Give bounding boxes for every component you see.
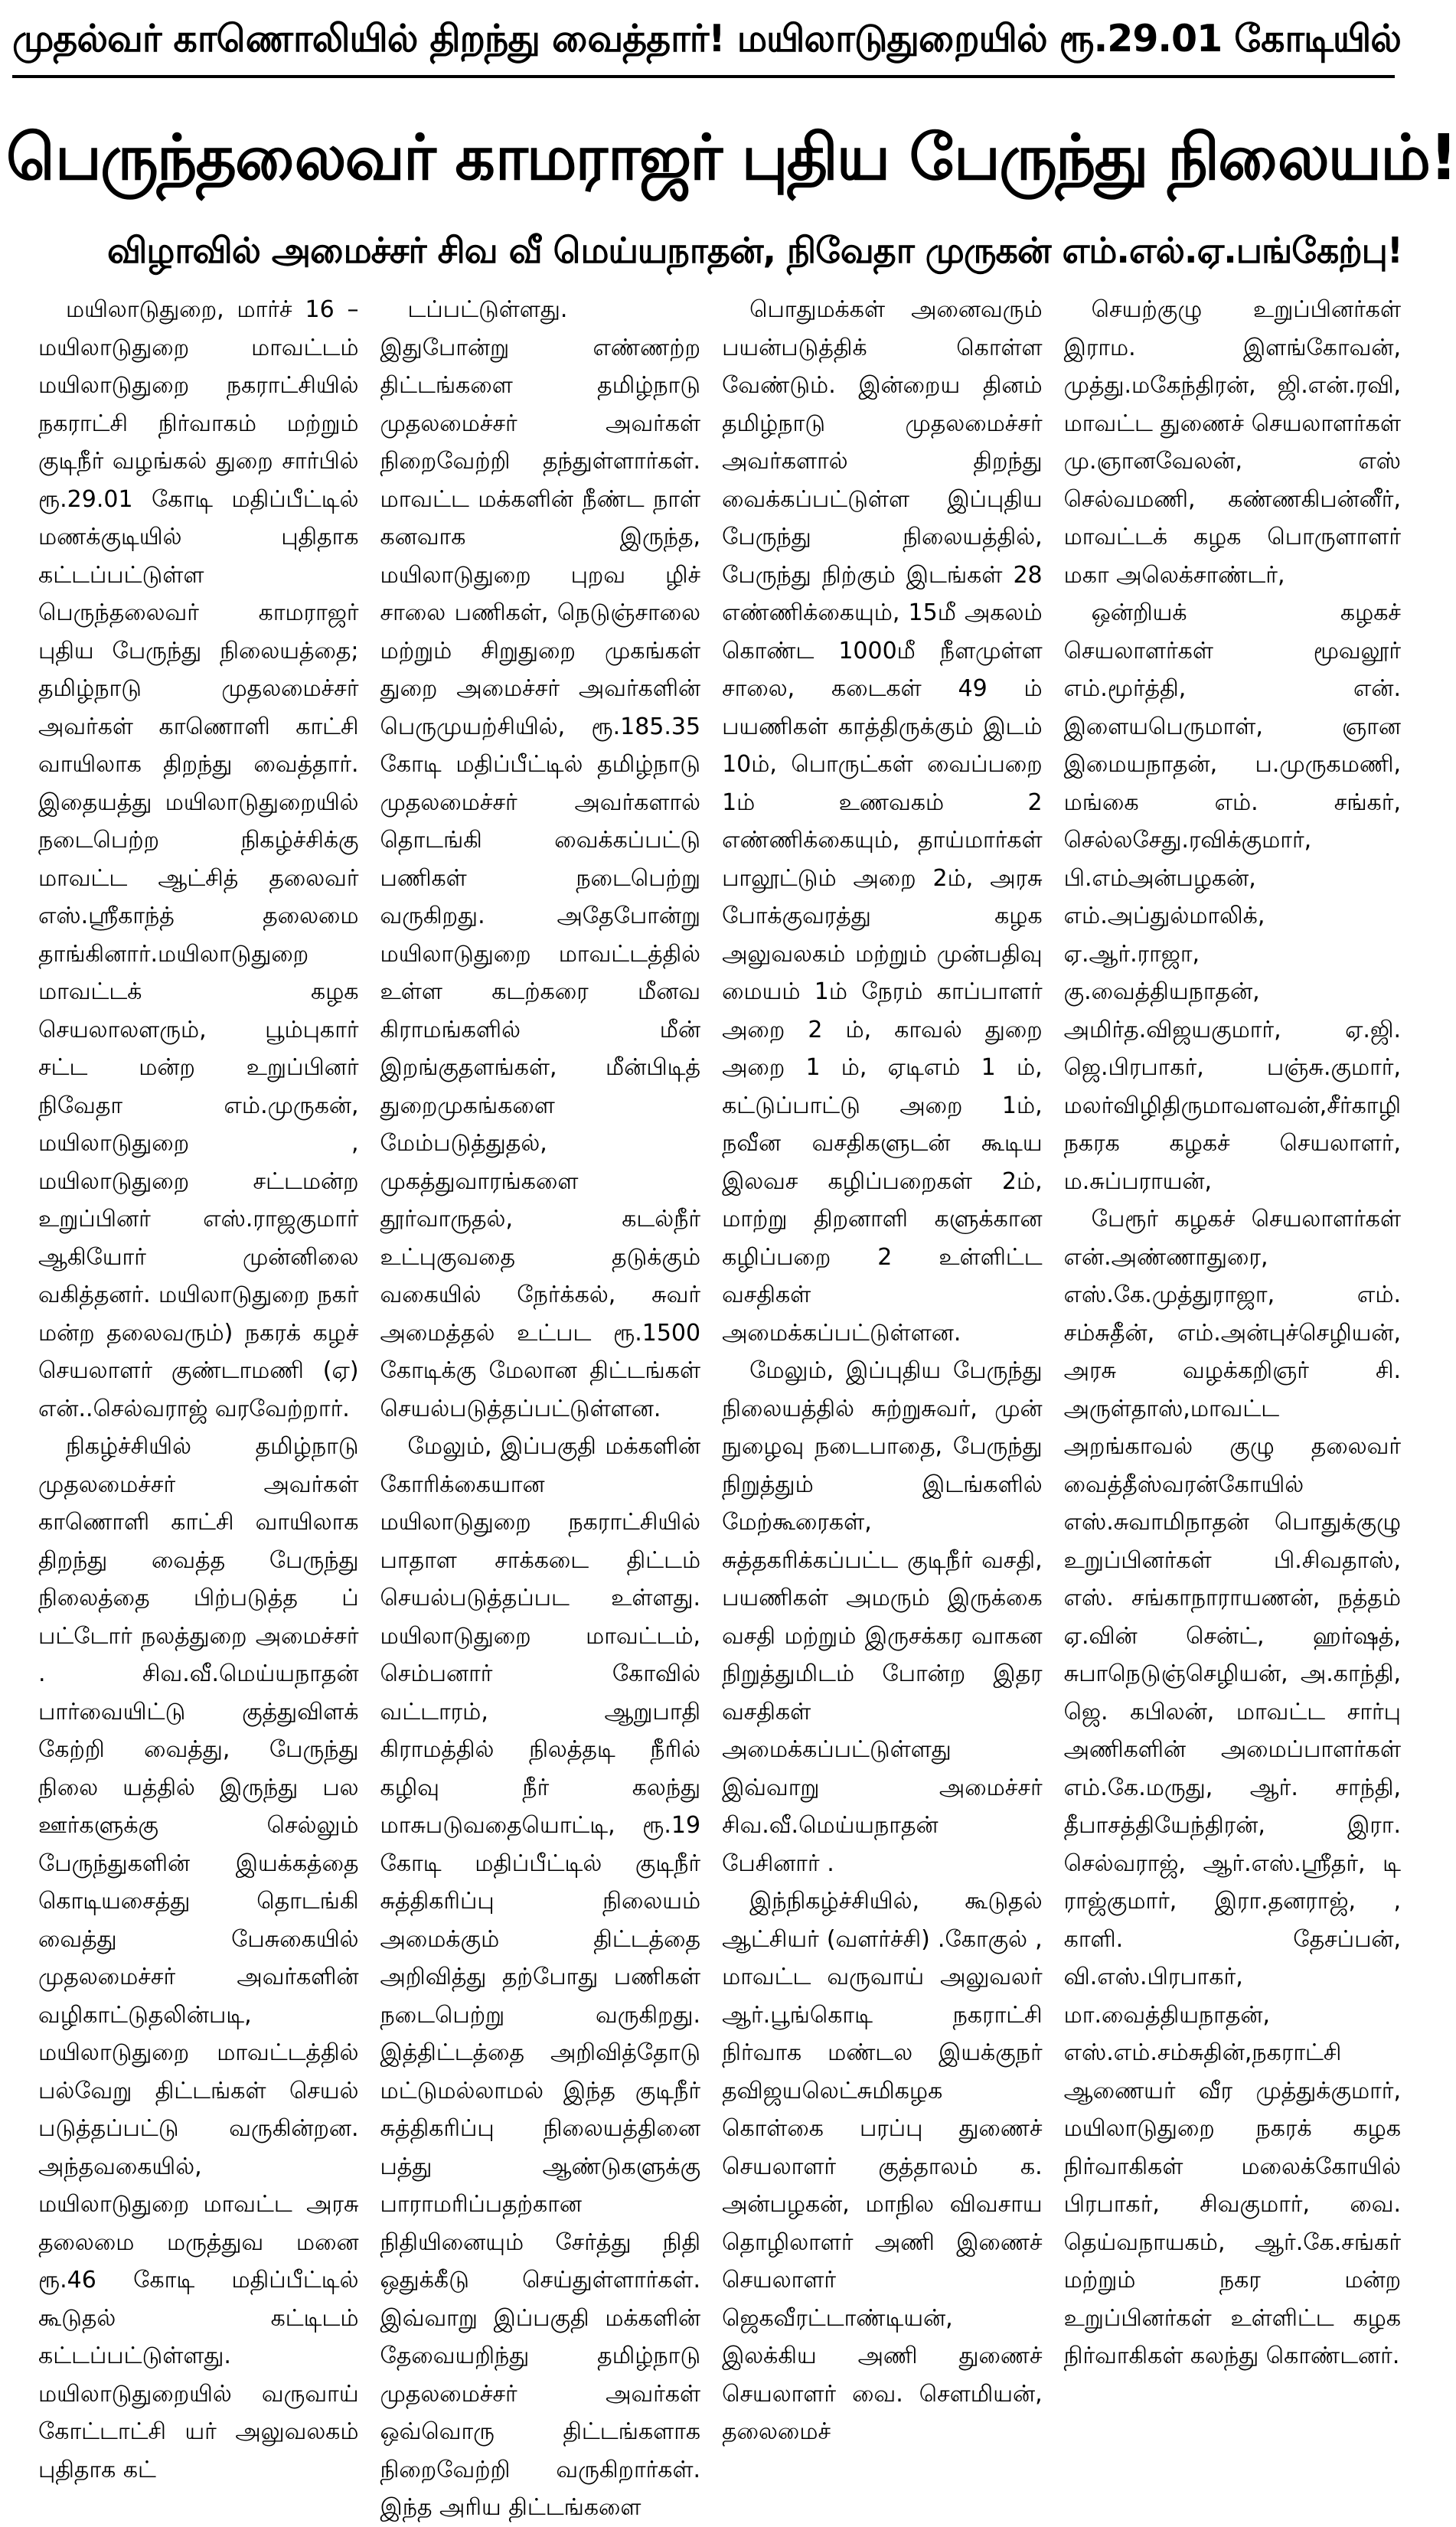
column-2-paragraph-2: மேலும், இப்பகுதி மக்களின் கோரிக்கையான மயிலாடுதுறை நகராட்சியில் பாதாள சாக்கடை திட்டம் செயல்படுத்தப்பட உள்ளது. மயிலாடுதுறை மாவட்டம், செம்பனார் கோவில் வட்டாரம், ஆறுபாதி கிராமத்தில் நிலத்தடி நீரில் கழிவு நீர் கலந்து மாசுபடுவதையொட்டி, ரூ.19 கோடி மதிப்பீட்டில் குடிநீர் சுத்திகரிப்பு நிலையம் அமைக்கும் திட்டத்தை அறிவித்து தற்போது பணிகள் நடைபெற்று வருகிறது. இத்திட்டத்தை அறிவித்தோடு மட்டுமல்லாமல் இந்த குடிநீர் சுத்திகரிப்பு நிலையத்தினை பத்து ஆண்டுகளுக்கு பாராமரிப்பதற்கான நிதியினையும் சேர்த்து நிதி ஒதுக்கீடு செய்துள்ளார்கள். இவ்வாறு இப்பகுதி மக்களின் தேவையறிந்து தமிழ்நாடு முதலமைச்சர் அவர்கள் ஒவ்வொரு திட்டங்களாக நிறைவேற்றி வருகிறார்கள். இந்த அரிய திட்டங்களை	[380, 1433, 701, 2521]
column-4-paragraph-3: பேரூர் கழகச் செயலாளர்கள் என்.அண்ணாதுரை, எஸ்.கே.முத்துராஜா, எம். சம்சுதீன், எம்.அன்புச்செழியன், அரசு வழக்கறிஞர் சி. அருள்தாஸ்,மாவட்ட அறங்காவல் குழு தலைவர் வைத்தீஸ்வரன்கோயில் எஸ்.சுவாமிநாதன் பொதுக்குழு உறுப்பினர்கள் பி.சிவதாஸ், எஸ். சங்காநாராயணன், நத்தம் ஏ.வின் சென்ட், ஹர்ஷத், சுபாநெடுஞ்செழியன், அ.காந்தி, ஜெ. கபிலன், மாவட்ட சார்பு அணிகளின் அமைப்பாளர்கள் எம்.கே.மருது, ஆர். சாந்தி, தீபாசத்தியேந்திரன், இரா. செல்வராஜ், ஆர்.எஸ்.ஸ்ரீதர், டி ராஜ்குமார், இரா.தனராஜ், , காளி. தேசப்பன், வி.எஸ்.பிரபாகர், மா.வைத்தியநாதன், எஸ்.எம்.சம்சுதின்,நகராட்சி ஆணையர் வீர முத்துக்குமார், மயிலாடுதுறை நகரக் கழக நிர்வாகிகள் மலைக்கோயில் பிரபாகர், சிவகுமார், வை. தெய்வநாயகம், ஆர்.கே.சங்கர் மற்றும் நகர மன்ற உறுப்பினர்கள் உள்ளிட்ட கழக நிர்வாகிகள் கலந்து கொண்டனர்.	[1063, 1206, 1402, 2369]
subheadline: விழாவில் அமைச்சர் சிவ வீ மெய்யநாதன், நிவேதா முருகன் எம்.எல்.ஏ.பங்கேற்பு!	[107, 230, 1402, 271]
article-body	[38, 291, 1402, 2521]
article-column-3	[722, 291, 1043, 2445]
column-3-paragraph-1: பொதுமக்கள் அனைவரும் பயன்படுத்திக் கொள்ள வேண்டும். இன்றைய தினம் தமிழ்நாடு முதலமைச்சர் அவர்களால் திறந்து வைக்கப்பட்டுள்ள இப்புதிய பேருந்து நிலையத்தில், பேருந்து நிற்கும் இடங்கள் 28 எண்ணிக்கையும், 15மீ அகலம் கொண்ட 1000மீ நீளமுள்ள சாலை, கடைகள் 49 ம் பயணிகள் காத்திருக்கும் இடம் 10ம், பொருட்கள் வைப்பறை 1ம் உணவகம் 2 எண்ணிக்கையும், தாய்மார்கள் பாலூட்டும் அறை 2ம், அரசு போக்குவரத்து கழக அலுவலகம் மற்றும் முன்பதிவு மையம் 1ம் நேரம் காப்பாளர் அறை 2 ம், காவல் துறை அறை 1 ம், ஏடிஎம் 1 ம், கட்டுப்பாட்டு அறை 1ம், நவீன வசதிகளுடன் கூடிய இலவச கழிப்பறைகள் 2ம், மாற்று திறனாளி களுக்கான கழிப்பறை 2 உள்ளிட்ட வசதிகள் அமைக்கப்பட்டுள்ளன.	[722, 296, 1043, 1347]
column-3-paragraph-3: இந்நிகழ்ச்சியில், கூடுதல் ஆட்சியர் (வளர்ச்சி) .கோகுல் , மாவட்ட வருவாய் அலுவலர் ஆர்.பூங்கொடி நகராட்சி நிர்வாக மண்டல இயக்குநர் தவிஜயலெட்சுமிகழக கொள்கை பரப்பு துணைச் செயலாளர் குத்தாலம் க. அன்பழகன், மாநில விவசாய தொழிலாளர் அணி இணைச் செயலாளர் ஜெகவீரட்டாண்டியன், இலக்கிய அணி துணைச் செயலாளர் வை. சௌமியன், தலைமைச்	[722, 1888, 1043, 2445]
column-2-paragraph-1: டப்பட்டுள்ளது. இதுபோன்று எண்ணற்ற திட்டங்களை தமிழ்நாடு முதலமைச்சர் அவர்கள் நிறைவேற்றி தந்துள்ளார்கள். மாவட்ட மக்களின் நீண்ட நாள் கனவாக இருந்த, மயிலாடுதுறை புறவ ழிச் சாலை பணிகள், நெடுஞ்சாலை மற்றும் சிறுதுறை முகங்கள் துறை அமைச்சர் அவர்களின் பெருமுயற்சியில், ரூ.185.35 கோடி மதிப்பீட்டில் தமிழ்நாடு முதலமைச்சர் அவர்களால் தொடங்கி வைக்கப்பட்டு பணிகள் நடைபெற்று வருகிறது. அதேபோன்று மயிலாடுதுறை மாவட்டத்தில் உள்ள கடற்கரை மீனவ கிராமங்களில் மீன் இறங்குதளங்கள், மீன்பிடித் துறைமுகங்களை மேம்படுத்துதல், முகத்துவாரங்களை தூர்வாருதல், கடல்நீர் உட்புகுவதை தடுக்கும் வகையில் நேர்க்கல், சுவர் அமைத்தல் உட்பட ரூ.1500 கோடிக்கு மேலான திட்டங்கள் செயல்படுத்தப்பட்டுள்ளன.	[380, 296, 701, 1422]
kicker-line: முதல்வர் காணொலியில் திறந்து வைத்தார்! மயிலாடுதுறையில் ரூ.29.01 கோடியில்	[12, 17, 1401, 60]
article-column-2	[380, 291, 701, 2521]
column-1-paragraph-1: மயிலாடுதுறை, மார்ச் 16 – மயிலாடுதுறை மாவட்டம் மயிலாடுதுறை நகராட்சியில் நகராட்சி நிர்வாகம் மற்றும் குடிநீர் வழங்கல் துறை சார்பில் ரூ.29.01 கோடி மதிப்பீட்டில் மணக்குடியில் புதிதாக கட்டப்பட்டுள்ள பெருந்தலைவர் காமராஜர் புதிய பேருந்து நிலையத்தை; தமிழ்நாடு முதலமைச்சர் அவர்கள் காணொளி காட்சி வாயிலாக திறந்து வைத்தார். இதையத்து மயிலாடுதுறையில் நடைபெற்ற நிகழ்ச்சிக்கு மாவட்ட ஆட்சித் தலைவர் எஸ்.ஸ்ரீகாந்த் தலைமை தாங்கினார்.மயிலாடுதுறை மாவட்டக் கழக செயலாலளரும், பூம்புகார் சட்ட மன்ற உறுப்பினர் நிவேதா எம்.முருகன், மயிலாடுதுறை , மயிலாடுதுறை சட்டமன்ற உறுப்பினர் எஸ்.ராஜகுமார் ஆகியோர் முன்னிலை வகித்தனர். மயிலாடுதுறை நகர் மன்ற தலைவரும்) நகரக் கழச் செயலாளர் குண்டாமணி (ஏ) என்..செல்வராஜ் வரவேற்றார்.	[38, 296, 359, 1422]
column-1-paragraph-2: நிகழ்ச்சியில் தமிழ்நாடு முதலமைச்சர் அவர்கள் காணொளி காட்சி வாயிலாக திறந்து வைத்த பேருந்து நிலைத்தை பிற்படுத்த ப் பட்டோர் நலத்துறை அமைச்சர் . சிவ.வீ.மெய்யநாதன் பார்வையிட்டு குத்துவிளக் கேற்றி வைத்து, பேருந்து நிலை யத்தில் இருந்து பல ஊர்களுக்கு செல்லும் பேருந்துகளின் இயக்கத்தை கொடியசைத்து தொடங்கி வைத்து பேசுகையில் முதலமைச்சர் அவர்களின் வழிகாட்டுதலின்படி, மயிலாடுதுறை மாவட்டத்தில் பல்வேறு திட்டங்கள் செயல் படுத்தப்பட்டு வருகின்றன. அந்தவகையில், மயிலாடுதுறை மாவட்ட அரசு தலைமை மருத்துவ மனை ரூ.46 கோடி மதிப்பீட்டில் கூடுதல் கட்டிடம் கட்டப்பட்டுள்ளது. மயிலாடுதுறையில் வருவாய் கோட்டாட்சி யர் அலுவலகம் புதிதாக கட்	[38, 1433, 359, 2483]
headline: பெருந்தலைவர் காமராஜர் புதிய பேருந்து நிலையம்!	[6, 122, 1456, 194]
column-4-paragraph-2: ஒன்றியக் கழகச் செயலாளர்கள் மூவலூர் எம்.மூர்த்தி, என். இளையபெருமாள், ஞான இமையநாதன், ப.முருகமணி, மங்கை எம். சங்கர், செல்லசேது.ரவிக்குமார், பி.எம்அன்பழகன், எம்.அப்துல்மாலிக், ஏ.ஆர்.ராஜா, கு.வைத்தியநாதன், அமிர்த.விஜயகுமார், ஏ.ஜி. ஜெ.பிரபாகர், பஞ்சு.குமார், மலர்விழிதிருமாவளவன்,சீர்காழி நகரக கழகச் செயலாளர், ம.சுப்பராயன்,	[1063, 599, 1402, 1195]
column-4-paragraph-1: செயற்குழு உறுப்பினர்கள் இராம. இளங்கோவன், முத்து.மகேந்திரன், ஜி.என்.ரவி, மாவட்ட துணைச் செயலாளர்கள் மு.ஞானவேலன், எஸ் செல்வமணி, கண்ணகிபன்னீர், மாவட்டக் கழக பொருளாளர் மகா அலெக்சாண்டர்,	[1063, 296, 1402, 589]
column-3-paragraph-2: மேலும், இப்புதிய பேருந்து நிலையத்தில் சுற்றுசுவர், முன் நுழைவு நடைபாதை, பேருந்து நிறுத்தும் இடங்களில் மேற்கூரைகள், சுத்தகரிக்கப்பட்ட குடிநீர் வசதி, பயணிகள் அமரும் இருக்கை வசதி மற்றும் இருசக்கர வாகன நிறுத்துமிடம் போன்ற இதர வசதிகள் அமைக்கப்பட்டுள்ளது இவ்வாறு அமைச்சர் சிவ.வீ.மெய்யநாதன் பேசினார் .	[722, 1357, 1043, 1877]
article-column-1	[38, 291, 359, 2483]
article-column-4	[1063, 291, 1402, 2369]
kicker-underline	[12, 75, 1395, 78]
